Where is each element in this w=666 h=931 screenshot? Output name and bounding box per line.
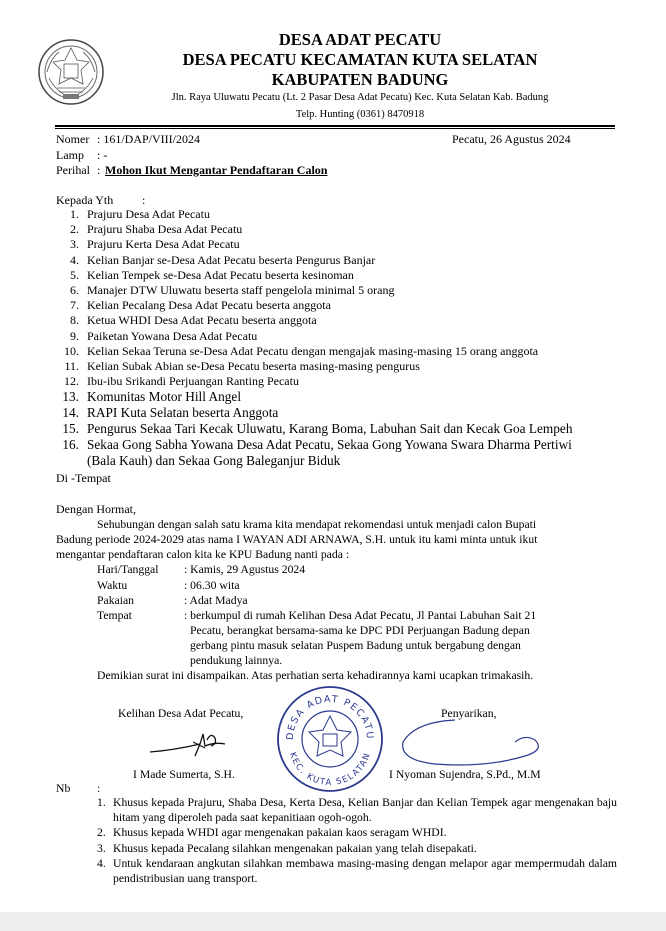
tempat-line-4: pendukung lainnya.	[190, 654, 283, 667]
header-title-1: DESA ADAT PECATU	[278, 30, 442, 49]
tempat-line-3: gerbang pintu masuk selatan Puspem Badung untuk bergabung dengan	[190, 639, 521, 652]
place-date: Pecatu, 26 Agustus 2024	[452, 132, 571, 146]
lamp-value: : -	[97, 148, 108, 162]
svg-text:DESA ADAT PECATU: DESA ADAT PECATU	[284, 693, 376, 741]
waktu-label: Waktu	[97, 579, 128, 592]
hari-value: : Kamis, 29 Agustus 2024	[184, 563, 306, 576]
header-title-2: DESA PECATU KECAMATAN KUTA SELATAN	[182, 50, 538, 69]
tempat-label: Tempat	[97, 609, 132, 622]
tempat-line-2: Pecatu, berangkat bersama-sama ke DPC PDI Perjuangan Badung depan	[190, 624, 530, 637]
body-paragraph-line-1: Sehubungan dengan salah satu krama kita mendapat rekomendasi untuk menjadi calon Bupati	[97, 518, 537, 531]
left-signatory-name: I Made Sumerta, S.H.	[133, 768, 235, 781]
desa-adat-logo-icon	[37, 38, 105, 106]
official-stamp-icon	[275, 684, 385, 794]
svg-text:KEC. KUTA SELATAN: KEC. KUTA SELATAN	[287, 751, 373, 789]
nomor-label: Nomer	[56, 132, 90, 146]
hari-label: Hari/Tanggal	[97, 563, 159, 576]
notes-colon: :	[97, 782, 101, 795]
list-item: 13. Komunitas Motor Hill Angel	[62, 389, 242, 405]
header-title-3: KABUPATEN BADUNG	[271, 70, 449, 89]
header-telephone: Telp. Hunting (0361) 8470918	[295, 109, 425, 120]
left-signature-icon	[145, 722, 255, 762]
list-item: 6. Manajer DTW Uluwatu beserta staff pengelola minimal 5 orang	[70, 283, 395, 298]
list-item: 2. Khusus kepada WHDI agar mengenakan pakaian kaos seragam WHDI.	[97, 826, 447, 839]
nomor-value: : 161/DAP/VIII/2024	[97, 132, 200, 146]
header-rule	[55, 125, 615, 127]
list-item: 3. Khusus kepada Pecalang silahkan mengenakan pakaian yang telah disepakati.	[97, 841, 477, 855]
pakaian-value: : Adat Madya	[184, 594, 248, 607]
list-item: 14. RAPI Kuta Selatan beserta Anggota	[62, 405, 279, 421]
recipients-place: Di -Tempat	[56, 471, 111, 485]
list-item: 7. Kelian Pecalang Desa Adat Pecatu beserta anggota	[70, 298, 331, 313]
body-paragraph-line-2: Badung periode 2024-2029 atas nama I WAYAN ADI ARNAWA, S.H. untuk itu kami minta untuk ikut	[56, 533, 538, 546]
left-signatory-title: Kelihan Desa Adat Pecatu,	[118, 707, 244, 720]
greeting: Dengan Hormat,	[56, 502, 136, 516]
list-item: 1. Prajuru Desa Adat Pecatu	[70, 207, 210, 221]
list-item: 4. Kelian Banjar se-Desa Adat Pecatu beserta Pengurus Banjar	[70, 252, 376, 267]
list-item: 10. Kelian Sekaa Teruna se-Desa Adat Pecatu dengan mengajak masing-masing 15 orang anggota	[64, 343, 539, 358]
perihal-value: Mohon Ikut Mengantar Pendaftaran Calon	[105, 163, 328, 177]
list-item: 11. Kelian Subak Abian se-Desa Pecatu beserta masing-masing pengurus	[64, 359, 420, 374]
perihal-label: Perihal	[56, 163, 90, 177]
waktu-value: : 06.30 wita	[184, 579, 240, 592]
list-item: 3. Prajuru Kerta Desa Adat Pecatu	[70, 237, 240, 252]
body-paragraph-line-3: mengantar pendaftaran calon kita ke KPU Badung nanti pada :	[56, 548, 350, 561]
right-signatory-title: Penyarikan,	[441, 707, 497, 720]
list-item: 8. Ketua WHDI Desa Adat Pecatu beserta anggota	[70, 313, 317, 328]
recipients-intro: Kepada Yth	[56, 193, 114, 207]
header-address: Jln. Raya Uluwatu Pecatu (Lt. 2 Pasar Desa Adat Pecatu) Kec. Kuta Selatan Kab. Badung	[171, 92, 549, 103]
list-item: 5. Kelian Tempek se-Desa Adat Pecatu beserta kesinoman	[70, 267, 354, 282]
recipients-intro-colon: :	[142, 193, 146, 207]
pakaian-label: Pakaian	[97, 594, 134, 607]
perihal-colon: :	[97, 163, 101, 177]
list-item: 16. Sekaa Gong Sabha Yowana Desa Adat Pecatu, Sekaa Gong Yowana Swara Dharma Pertiwi	[62, 437, 572, 453]
header-rule-thin	[55, 128, 615, 129]
recipient-list	[55, 207, 615, 469]
right-signature-icon	[395, 712, 555, 772]
list-item: 9. Paiketan Yowana Desa Adat Pecatu	[70, 328, 258, 343]
list-item-continuation: (Bala Kauh) dan Sekaa Gong Baleganjur Biduk	[87, 453, 341, 469]
page-bottom-gap	[0, 912, 666, 931]
notes-label: Nb	[56, 782, 71, 795]
list-item: 15. Pengurus Sekaa Tari Kecak Uluwatu, Karang Boma, Labuhan Sait dan Kecak Goa Lempeh	[62, 421, 573, 437]
notes-list	[97, 796, 617, 887]
lamp-label: Lamp	[56, 148, 84, 162]
tempat-line-1: : berkumpul di rumah Kelihan Desa Adat Pecatu, Jl Pantai Labuhan Sait 21	[184, 609, 537, 622]
list-item: 12. Ibu-ibu Srikandi Perjuangan Ranting Pecatu	[64, 374, 299, 389]
list-item: 2. Prajuru Shaba Desa Adat Pecatu	[70, 222, 243, 237]
list-item: 1. Khusus kepada Prajuru, Shaba Desa, Kerta Desa, Kelian Banjar dan Kelian Tempek agar mengenakan baju hitam yang diperoleh pada saat kepanitiaan ogoh-ogoh.	[97, 796, 617, 824]
right-signatory-name: I Nyoman Sujendra, S.Pd., M.M	[389, 768, 541, 781]
closing-sentence: Demikian surat ini disampaikan. Atas perhatian serta kehadirannya kami ucapkan trimakasih.	[97, 669, 534, 682]
list-item: 4. Untuk kendaraan angkutan silahkan membawa masing-masing dengan melapor agar mempermudah dalam pendistribusian uang transport.	[97, 857, 617, 885]
